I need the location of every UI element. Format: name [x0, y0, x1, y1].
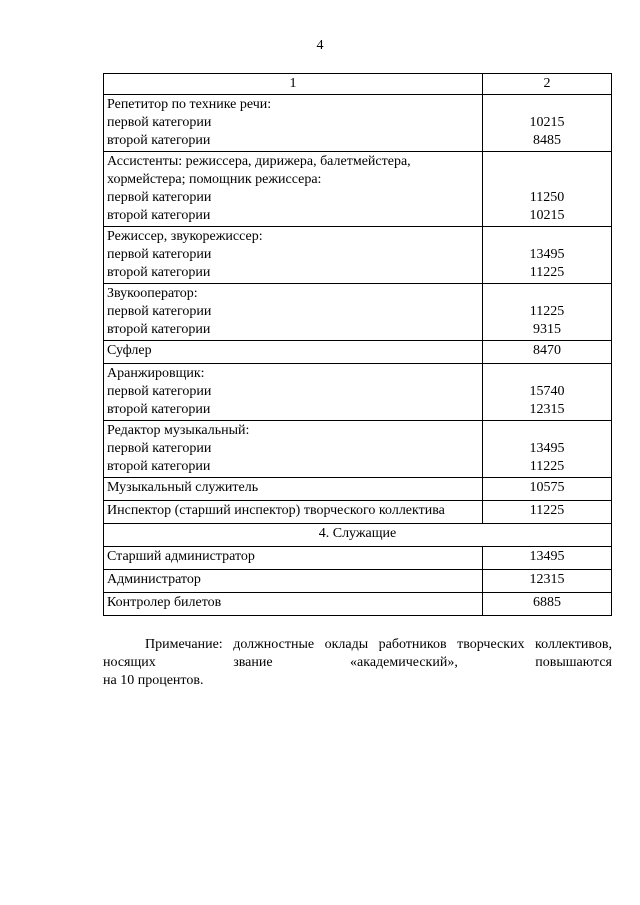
salary-cell [483, 501, 612, 524]
position-title: Инспектор (старший инспектор) творческого коллектива [107, 503, 445, 518]
salary-cell [483, 421, 612, 478]
salary-value: 10215 [529, 208, 565, 223]
position-title: Звукооператор: [107, 286, 198, 301]
salary-cell [483, 478, 612, 501]
note-text-end: на 10 процентов. [103, 673, 204, 688]
salary-value: 8470 [533, 343, 561, 358]
table-header-row [104, 74, 612, 95]
salary-value [486, 96, 608, 114]
position-cell [104, 95, 483, 152]
position-cell [104, 152, 483, 227]
salary-value [486, 365, 608, 383]
header-col-1: 1 [104, 74, 483, 95]
category-label: второй категории [107, 459, 211, 474]
category-label: первой категории [107, 115, 212, 130]
salary-value: 13495 [529, 441, 565, 456]
salary-value: 11225 [529, 459, 565, 474]
position-cell: Контролер билетов [104, 593, 483, 616]
position-title: Репетитор по технике речи: [107, 97, 272, 112]
salary-value: 10575 [529, 480, 565, 495]
salary-cell: 12315 [483, 570, 612, 593]
position-title: Музыкальный служитель [107, 480, 259, 495]
table-row [104, 152, 612, 227]
category-label: второй категории [107, 322, 211, 337]
table-row [104, 227, 612, 284]
salary-table [103, 73, 612, 616]
category-label: первой категории [107, 441, 212, 456]
section-row [104, 524, 612, 547]
salary-value: 11225 [529, 265, 565, 280]
table-row [104, 570, 612, 593]
salary-cell [483, 227, 612, 284]
position-title: Суфлер [107, 343, 152, 358]
salary-value [486, 422, 608, 440]
position-cell [104, 284, 483, 341]
position-cell [104, 501, 483, 524]
position-title: Аранжировщик: [107, 366, 205, 381]
salary-value: 9315 [533, 322, 561, 337]
note-text: Примечание: должностные оклады работников творческих коллективов, носящих звание «академический», повышаются [103, 637, 612, 670]
salary-cell: 6885 [483, 593, 612, 616]
section-title: 4. Служащие [104, 524, 612, 547]
position-cell: Старший администратор [104, 547, 483, 570]
category-label: первой категории [107, 190, 212, 205]
salary-value [486, 228, 608, 246]
table-row [104, 95, 612, 152]
table-row [104, 284, 612, 341]
table-row [104, 501, 612, 524]
table-row [104, 364, 612, 421]
salary-value: 11250 [529, 190, 565, 205]
table-row [104, 341, 612, 364]
position-title: Ассистенты: режиссера, дирижера, балетмейстера, хормейстера; помощник режиссера: [107, 154, 411, 187]
salary-value: 11225 [529, 304, 565, 319]
salary-value: 13495 [529, 247, 565, 262]
salary-cell: 13495 [483, 547, 612, 570]
category-label: второй категории [107, 265, 211, 280]
category-label: первой категории [107, 384, 212, 399]
salary-value: 12315 [529, 402, 565, 417]
salary-value: 11225 [529, 503, 565, 518]
salary-value [486, 285, 608, 303]
salary-cell [483, 341, 612, 364]
salary-cell [483, 364, 612, 421]
table-row [104, 593, 612, 616]
salary-value [486, 171, 608, 189]
category-label: второй категории [107, 208, 211, 223]
position-cell [104, 227, 483, 284]
salary-value: 10215 [529, 115, 565, 130]
position-title: Режиссер, звукорежиссер: [107, 229, 263, 244]
table-row [104, 547, 612, 570]
category-label: второй категории [107, 133, 211, 148]
salary-cell [483, 284, 612, 341]
note-paragraph [103, 636, 612, 690]
salary-value [486, 153, 608, 171]
table-row [104, 421, 612, 478]
position-cell [104, 421, 483, 478]
position-cell [104, 341, 483, 364]
salary-cell [483, 95, 612, 152]
header-col-2: 2 [483, 74, 612, 95]
position-title: Редактор музыкальный: [107, 423, 250, 438]
category-label: второй категории [107, 402, 211, 417]
position-cell [104, 364, 483, 421]
category-label: первой категории [107, 304, 212, 319]
table-row [104, 478, 612, 501]
position-cell: Администратор [104, 570, 483, 593]
salary-value: 15740 [529, 384, 565, 399]
category-label: первой категории [107, 247, 212, 262]
salary-value: 8485 [533, 133, 561, 148]
salary-cell [483, 152, 612, 227]
position-cell [104, 478, 483, 501]
page-number: 4 [316, 38, 324, 53]
